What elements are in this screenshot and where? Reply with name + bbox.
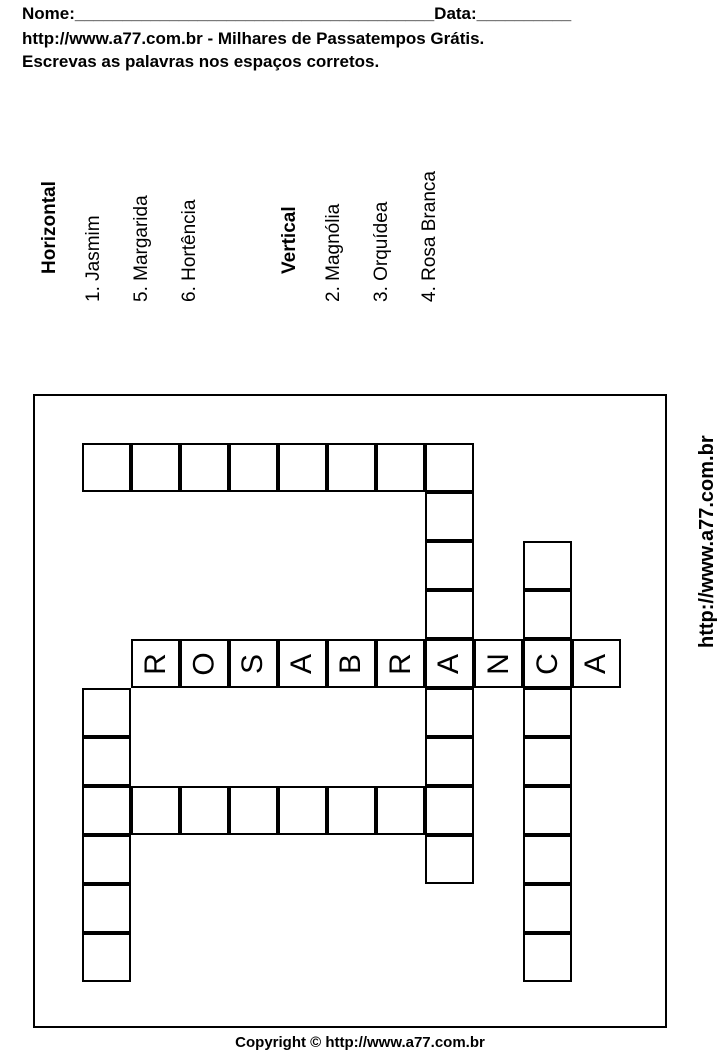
grid-cell[interactable] xyxy=(376,443,425,492)
grid-cell[interactable] xyxy=(82,884,131,933)
grid-cell[interactable] xyxy=(327,443,376,492)
grid-cell[interactable] xyxy=(425,835,474,884)
grid-letter: R xyxy=(138,652,172,675)
grid-cell-prefilled[interactable] xyxy=(572,639,621,688)
clue-horizontal-5: 5. Margarida xyxy=(131,195,152,302)
grid-cell[interactable] xyxy=(523,688,572,737)
grid-cell[interactable] xyxy=(523,884,572,933)
copyright: Copyright © http://www.a77.com.br xyxy=(235,1034,485,1051)
grid-cell-prefilled[interactable] xyxy=(474,639,523,688)
grid-letter: A xyxy=(579,653,613,674)
grid-cell[interactable] xyxy=(180,443,229,492)
grid-cell[interactable] xyxy=(425,492,474,541)
grid-letter: C xyxy=(530,652,564,675)
clue-horizontal-1: 1. Jasmim xyxy=(83,215,104,302)
grid-cell[interactable] xyxy=(523,933,572,982)
grid-letter: N xyxy=(481,652,515,675)
grid-cell[interactable] xyxy=(425,590,474,639)
clue-vertical-3: 3. Orquídea xyxy=(371,201,392,302)
grid-cell[interactable] xyxy=(425,737,474,786)
grid-cell-prefilled[interactable] xyxy=(229,639,278,688)
clue-horizontal-title: Horizontal xyxy=(39,181,60,274)
clue-vertical-title: Vertical xyxy=(279,206,300,274)
header-name-date: Nome:______________________________________Data:__________ xyxy=(22,4,572,23)
grid-cell[interactable] xyxy=(327,786,376,835)
grid-cell[interactable] xyxy=(82,443,131,492)
grid-cell-prefilled[interactable] xyxy=(376,639,425,688)
grid-letter: R xyxy=(383,652,417,675)
grid-cell[interactable] xyxy=(425,541,474,590)
grid-cell[interactable] xyxy=(425,786,474,835)
grid-cell-prefilled[interactable] xyxy=(131,639,180,688)
grid-cell[interactable] xyxy=(131,443,180,492)
grid-cell[interactable] xyxy=(523,786,572,835)
grid-cell-prefilled[interactable] xyxy=(278,639,327,688)
grid-cell[interactable] xyxy=(82,737,131,786)
grid-cell[interactable] xyxy=(523,590,572,639)
grid-cell[interactable] xyxy=(523,835,572,884)
clue-vertical-4: 4. Rosa Branca xyxy=(419,171,440,302)
header-instructions: Escrevas as palavras nos espaços corretos. xyxy=(22,52,380,71)
grid-cell[interactable] xyxy=(82,933,131,982)
grid-cell[interactable] xyxy=(82,835,131,884)
grid-cell[interactable] xyxy=(180,786,229,835)
grid-cell[interactable] xyxy=(523,541,572,590)
side-url: http://www.a77.com.br xyxy=(696,435,718,648)
grid-cell[interactable] xyxy=(425,688,474,737)
grid-cell[interactable] xyxy=(229,786,278,835)
grid-cell[interactable] xyxy=(82,786,131,835)
grid-letter: A xyxy=(432,653,466,674)
grid-cell[interactable] xyxy=(376,786,425,835)
grid-cell[interactable] xyxy=(523,737,572,786)
header-site: http://www.a77.com.br - Milhares de Passatempos Grátis. xyxy=(22,29,485,48)
clue-vertical-2: 2. Magnólia xyxy=(323,203,344,302)
grid-cell-prefilled[interactable] xyxy=(425,639,474,688)
grid-cell-prefilled[interactable] xyxy=(180,639,229,688)
grid-cell[interactable] xyxy=(229,443,278,492)
grid-cell-prefilled[interactable] xyxy=(523,639,572,688)
grid-cell[interactable] xyxy=(425,443,474,492)
grid-letter: A xyxy=(285,653,319,674)
grid-cell-prefilled[interactable] xyxy=(327,639,376,688)
grid-cell[interactable] xyxy=(278,786,327,835)
grid-cell[interactable] xyxy=(131,786,180,835)
grid-letter: B xyxy=(334,653,368,674)
grid-letter: S xyxy=(236,653,270,674)
grid-cell[interactable] xyxy=(278,443,327,492)
clue-horizontal-6: 6. Hortência xyxy=(179,199,200,302)
grid-cell[interactable] xyxy=(82,688,131,737)
grid-letter: O xyxy=(187,651,221,676)
